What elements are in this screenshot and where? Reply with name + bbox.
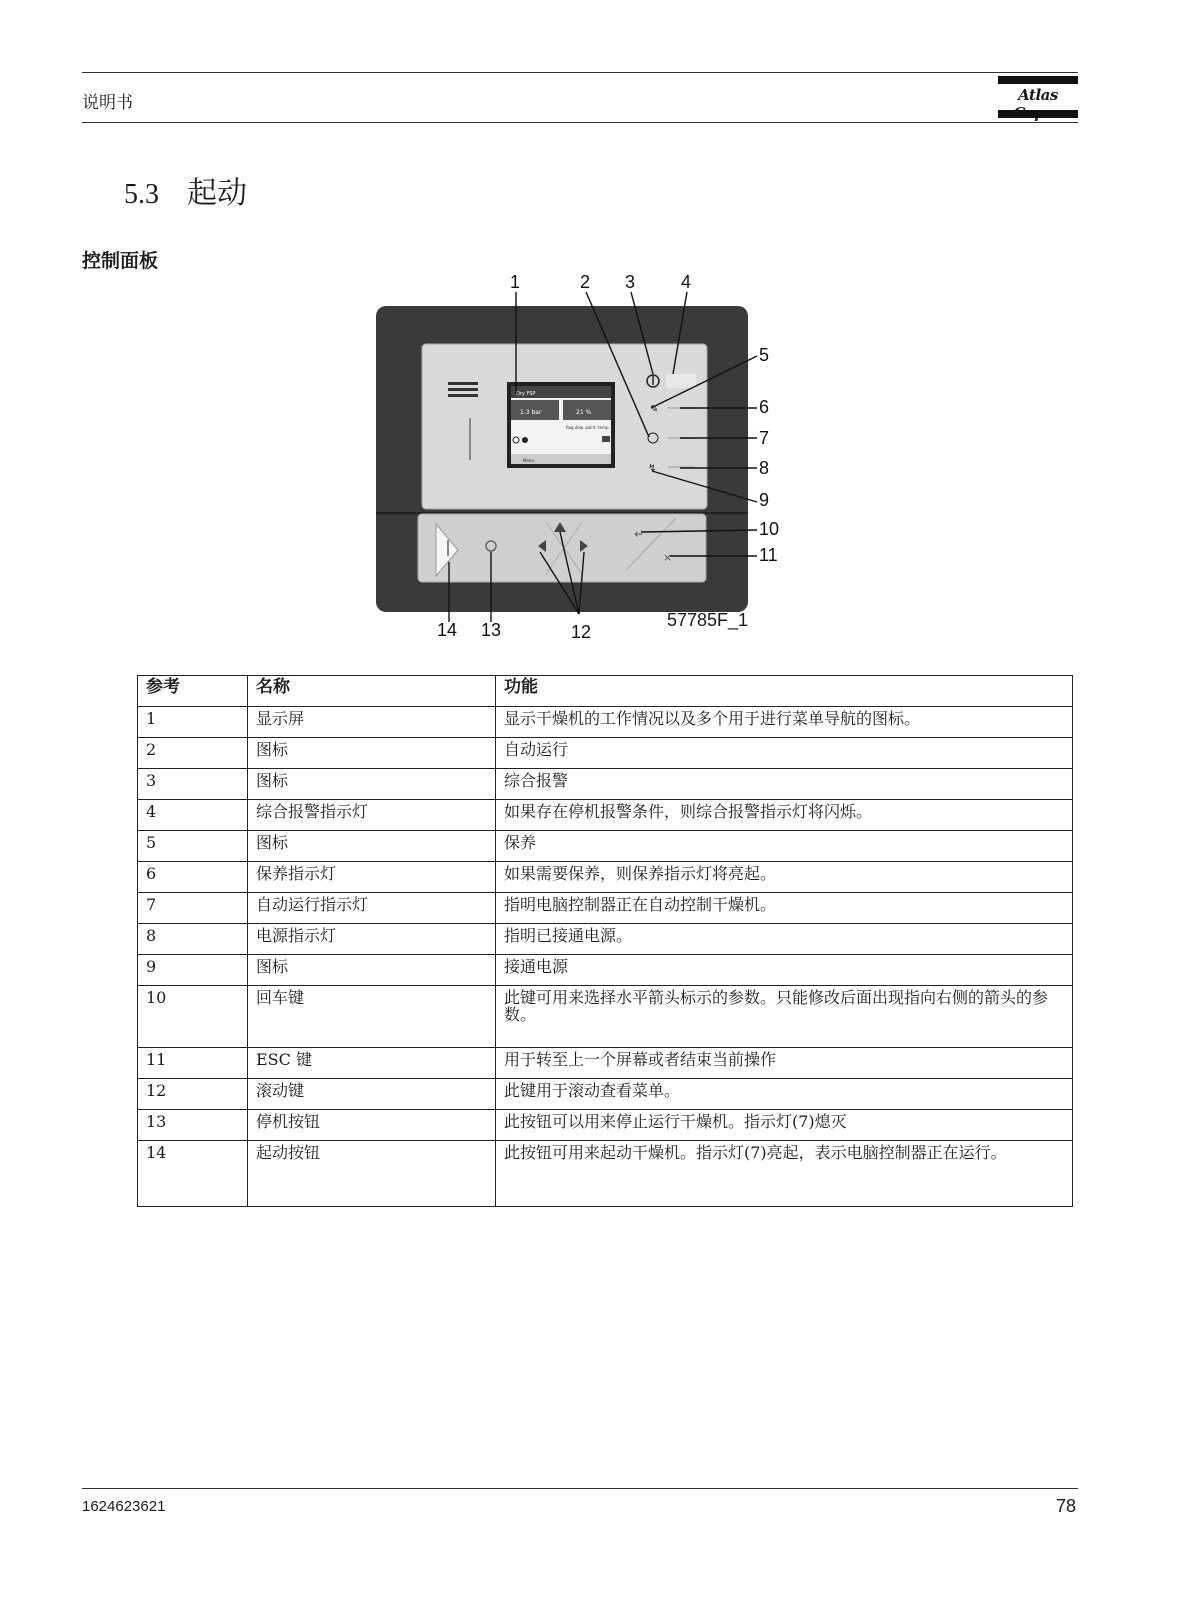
cell-function: 此按钮可以用来停止运行干燥机。指示灯(7)熄灭 bbox=[496, 1110, 1073, 1141]
callout-4: 4 bbox=[681, 272, 692, 292]
cell-ref: 11 bbox=[138, 1048, 248, 1079]
cell-ref: 2 bbox=[138, 738, 248, 769]
cell-name: 图标 bbox=[248, 831, 496, 862]
callout-3: 3 bbox=[625, 272, 636, 292]
cell-name: 图标 bbox=[248, 955, 496, 986]
cell-ref: 14 bbox=[138, 1141, 248, 1207]
table-row bbox=[138, 769, 1073, 800]
header-rule-top bbox=[82, 72, 1078, 73]
cell-ref: 13 bbox=[138, 1110, 248, 1141]
cell-function: 此按钮可用来起动干燥机。指示灯(7)亮起，表示电脑控制器正在运行。 bbox=[496, 1141, 1073, 1207]
cell-name: 自动运行指示灯 bbox=[248, 893, 496, 924]
callout-10: 10 bbox=[759, 519, 780, 539]
cell-function: 用于转至上一个屏幕或者结束当前操作 bbox=[496, 1048, 1073, 1079]
reference-table bbox=[137, 675, 1073, 1207]
cell-ref: 10 bbox=[138, 986, 248, 1048]
footer-rule bbox=[82, 1488, 1078, 1489]
cell-function: 自动运行 bbox=[496, 738, 1073, 769]
esc-key: × bbox=[663, 551, 673, 564]
column-header-name: 名称 bbox=[248, 676, 496, 707]
control-panel-illustration bbox=[370, 270, 800, 650]
cell-name: 图标 bbox=[248, 769, 496, 800]
column-header-ref: 参考 bbox=[138, 676, 248, 707]
callout-8: 8 bbox=[759, 458, 770, 478]
callout-7: 7 bbox=[759, 428, 770, 448]
cell-ref: 7 bbox=[138, 893, 248, 924]
header-rule-bottom bbox=[82, 122, 1078, 123]
logo-text: Atlas bbox=[1018, 86, 1058, 104]
table-header-row bbox=[138, 676, 1073, 707]
cell-name: 停机按钮 bbox=[248, 1110, 496, 1141]
section-title: 起动 bbox=[187, 176, 247, 211]
page-number: 78 bbox=[1055, 1496, 1076, 1516]
general-alarm-lamp bbox=[666, 374, 696, 388]
table-row bbox=[138, 986, 1073, 1048]
screen-menu-button: Menu bbox=[523, 458, 534, 463]
cell-function: 综合报警 bbox=[496, 769, 1073, 800]
document-number: 1624623621 bbox=[82, 1498, 166, 1515]
cell-ref: 8 bbox=[138, 924, 248, 955]
table-row bbox=[138, 893, 1073, 924]
table-row bbox=[138, 955, 1073, 986]
service-icon: ✎ bbox=[650, 404, 659, 415]
callout-1: 1 bbox=[510, 272, 521, 292]
callout-2: 2 bbox=[580, 272, 591, 292]
cell-name: 综合报警指示灯 bbox=[248, 800, 496, 831]
section-heading bbox=[124, 168, 247, 212]
screen-value-pressure: 1.3 bar bbox=[520, 409, 542, 416]
cell-ref: 3 bbox=[138, 769, 248, 800]
screen-value-percent: 21 % bbox=[576, 409, 592, 416]
table-row bbox=[138, 1110, 1073, 1141]
cell-ref: 4 bbox=[138, 800, 248, 831]
screen-status: Reg.dew. point. temp. bbox=[566, 425, 610, 430]
cell-function: 此键可用来选择水平箭头标示的参数。只能修改后面出现指向右侧的箭头的参数。 bbox=[496, 986, 1073, 1048]
table-row bbox=[138, 1141, 1073, 1207]
cell-ref: 1 bbox=[138, 707, 248, 738]
power-icon: ↯ bbox=[648, 463, 657, 474]
table-row bbox=[138, 1079, 1073, 1110]
cell-name: 保养指示灯 bbox=[248, 862, 496, 893]
table-row bbox=[138, 862, 1073, 893]
enter-key: ↵ bbox=[634, 527, 645, 541]
panel-keypad-face bbox=[418, 514, 706, 582]
table-row bbox=[138, 1048, 1073, 1079]
column-header-function: 功能 bbox=[496, 676, 1073, 707]
cell-function: 指明电脑控制器正在自动控制干燥机。 bbox=[496, 893, 1073, 924]
cell-function: 保养 bbox=[496, 831, 1073, 862]
cell-function: 显示干燥机的工作情况以及多个用于进行菜单导航的图标。 bbox=[496, 707, 1073, 738]
section-number: 5.3 bbox=[124, 179, 159, 210]
cell-function: 如果存在停机报警条件，则综合报警指示灯将闪烁。 bbox=[496, 800, 1073, 831]
section-subtitle: 控制面板 bbox=[82, 250, 159, 272]
callout-5: 5 bbox=[759, 345, 770, 365]
cell-name: 回车键 bbox=[248, 986, 496, 1048]
table-row bbox=[138, 738, 1073, 769]
cell-function: 指明已接通电源。 bbox=[496, 924, 1073, 955]
callout-9: 9 bbox=[759, 490, 770, 510]
atlas-copco-logo bbox=[998, 76, 1078, 118]
callout-11: 11 bbox=[759, 545, 778, 565]
table-row bbox=[138, 707, 1073, 738]
table-row bbox=[138, 924, 1073, 955]
header-title: 说明书 bbox=[82, 93, 133, 113]
cell-function: 如果需要保养，则保养指示灯将亮起。 bbox=[496, 862, 1073, 893]
cell-name: ESC 键 bbox=[248, 1048, 496, 1079]
table-row bbox=[138, 800, 1073, 831]
cell-name: 滚动键 bbox=[248, 1079, 496, 1110]
callout-14: 14 bbox=[437, 620, 458, 640]
cell-name: 图标 bbox=[248, 738, 496, 769]
callout-6: 6 bbox=[759, 397, 770, 417]
cell-function: 接通电源 bbox=[496, 955, 1073, 986]
table-row bbox=[138, 831, 1073, 862]
cell-ref: 5 bbox=[138, 831, 248, 862]
callout-12: 12 bbox=[571, 622, 592, 642]
cell-ref: 6 bbox=[138, 862, 248, 893]
control-panel-figure bbox=[370, 270, 800, 650]
cell-name: 电源指示灯 bbox=[248, 924, 496, 955]
cell-ref: 9 bbox=[138, 955, 248, 986]
cell-name: 显示屏 bbox=[248, 707, 496, 738]
cell-ref: 12 bbox=[138, 1079, 248, 1110]
cell-function: 此键用于滚动查看菜单。 bbox=[496, 1079, 1073, 1110]
callout-13: 13 bbox=[481, 620, 502, 640]
cell-name: 起动按钮 bbox=[248, 1141, 496, 1207]
figure-code: 57785F_1 bbox=[667, 610, 749, 630]
screen-title: Dry FSP bbox=[516, 391, 536, 397]
